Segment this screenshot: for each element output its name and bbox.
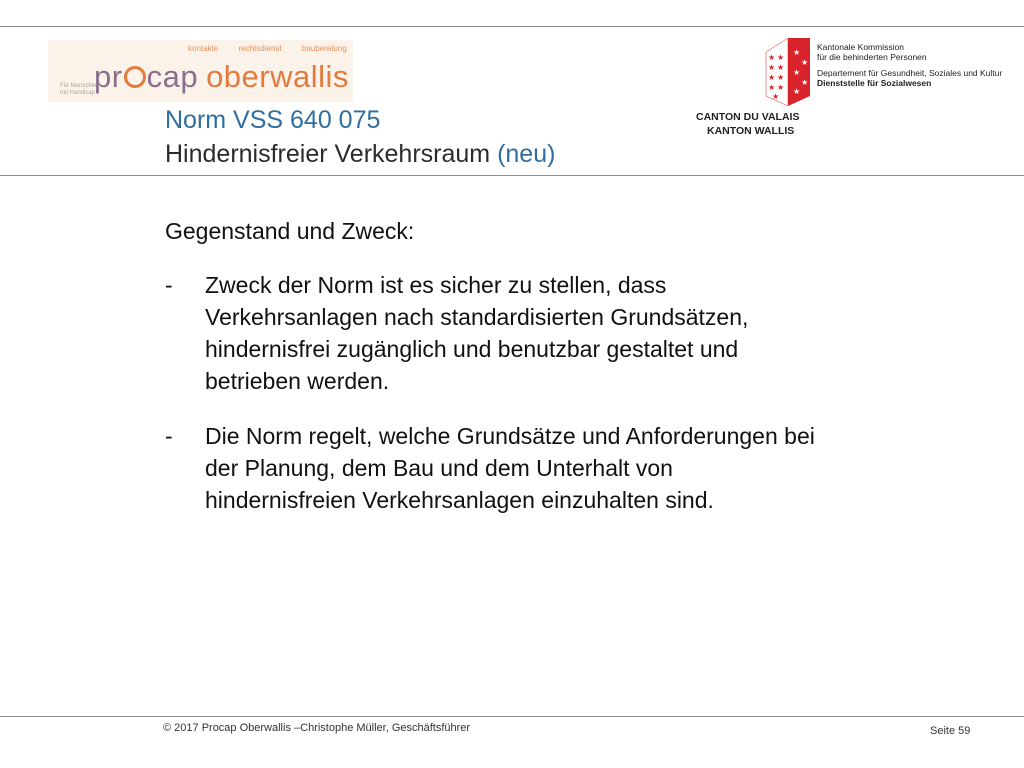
logo-side-text: Für Menschen mit Handicap: [60, 83, 99, 96]
svg-text:★: ★: [793, 68, 801, 77]
svg-text:★: ★: [768, 73, 776, 82]
header-rule: [0, 175, 1024, 176]
svg-text:★: ★: [772, 92, 780, 101]
svg-text:★: ★: [801, 58, 809, 67]
svg-text:★: ★: [768, 53, 776, 62]
logo-tagline: kontakte rechtsdienst bauberatung: [188, 44, 347, 53]
page-number: Seite 59: [930, 725, 971, 737]
svg-text:★: ★: [777, 73, 785, 82]
svg-text:★: ★: [777, 53, 785, 62]
slide-subtitle: Hindernisfreier Verkehrsraum (neu): [165, 140, 556, 168]
svg-text:★: ★: [768, 63, 776, 72]
svg-text:★: ★: [768, 83, 776, 92]
bullet-text: Die Norm regelt, welche Grundsätze und Anforderungen bei der Planung, dem Bau und dem Unterhalt von hindernisfreien Verkehrsanlagen einzuhalten sind.: [205, 423, 815, 513]
svg-text:★: ★: [777, 63, 785, 72]
bullet-item: [165, 269, 975, 397]
logo-ring-icon: [124, 66, 146, 88]
procap-logo: [48, 40, 353, 102]
canton-department-block: Kantonale Kommission für die behinderten Personen Departement für Gesundheit, Soziales und Kultur Dienststelle für Sozialwesen: [817, 42, 1003, 88]
canton-name-fr: CANTON DU VALAIS: [696, 111, 800, 123]
bullet-dash: -: [165, 423, 173, 449]
svg-text:★: ★: [793, 48, 801, 57]
bullet-text: Zweck der Norm ist es sicher zu stellen, dass Verkehrsanlagen nach standardisierten Grundsätzen, hindernisfrei zugänglich und benutzbar gestaltet und betrieben werden.: [205, 272, 749, 394]
canton-name-de: KANTON WALLIS: [707, 125, 795, 137]
valais-crest-icon: [758, 38, 810, 106]
svg-text:★: ★: [777, 83, 785, 92]
top-rule: [0, 26, 1024, 27]
section-heading: Gegenstand und Zweck:: [165, 218, 415, 244]
bullet-item: [165, 420, 975, 516]
svg-text:★: ★: [801, 78, 809, 87]
svg-text:★: ★: [793, 87, 801, 96]
bullet-dash: -: [165, 272, 173, 298]
footer-rule: [0, 716, 1024, 717]
footer-copyright: © 2017 Procap Oberwallis –Christophe Müller, Geschäftsführer: [163, 722, 471, 734]
logo-wordmark: pr cap oberwallis: [94, 59, 349, 94]
slide-title: Norm VSS 640 075: [165, 106, 381, 134]
